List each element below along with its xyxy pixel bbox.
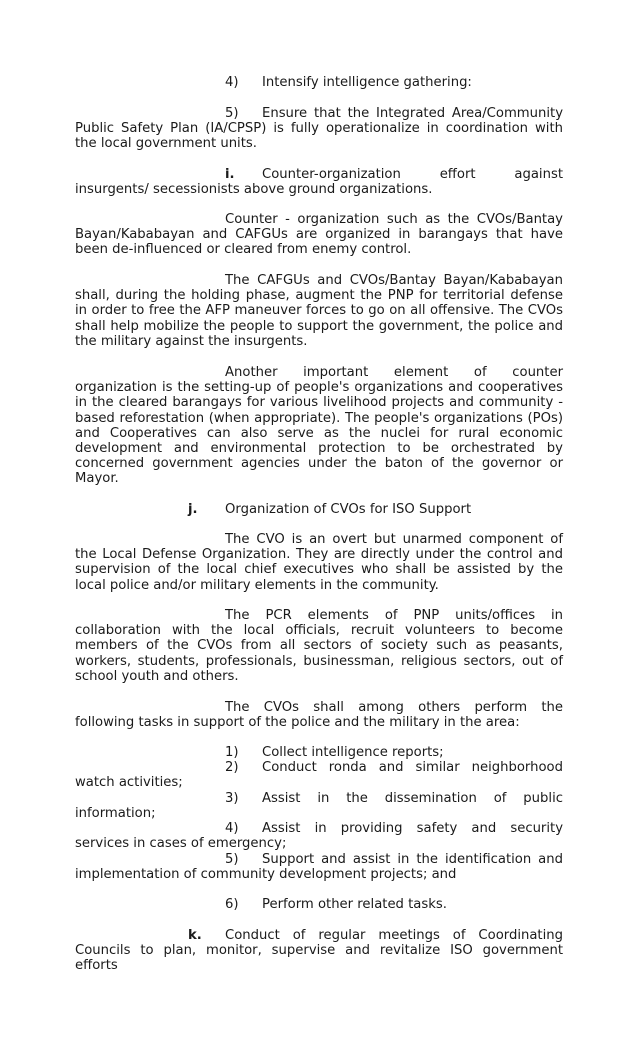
item-number: 5) (225, 106, 239, 121)
paragraph-text: The CAFGUs and CVOs/Bantay Bayan/Kababayan shall, during the holding phase, augment the PNP for territorial defense in order to free the AFP maneuver forces to go on all offensive. The CVOs shall help mobilize the people to support the government, the police and the military against the insurgents. (75, 273, 563, 349)
paragraph-text: The CVO is an overt but unarmed component of the Local Defense Organization. They are directly under the control and supervision of the local chief executives who shall be assisted by the local police and/or military elements in the community. (75, 532, 563, 593)
item-4-intensify (75, 75, 563, 90)
task-text: Assist in the dissemination of public information; (75, 791, 563, 822)
item-5-ensure (75, 106, 563, 152)
paragraph-text: Counter - organization such as the CVOs/Bantay Bayan/Kababayan and CAFGUs are organized in barangays that have been de-influenced or cleared from enemy control. (75, 212, 563, 258)
section-k-heading (75, 928, 563, 974)
section-heading: Counter-organization effort against insurgents/ secessionists above ground organizations. (75, 167, 563, 198)
section-heading: Conduct of regular meetings of Coordinating Councils to plan, monitor, supervise and revitalize ISO government efforts (75, 928, 563, 974)
task-number: 6) (225, 897, 239, 912)
section-i-paragraph-2 (75, 273, 563, 349)
section-i-paragraph-3 (75, 365, 563, 487)
task-2 (75, 760, 563, 790)
paragraph-text: The PCR elements of PNP units/offices in collaboration with the local officials, recruit volunteers to become members of the CVOs from all sectors of society such as peasants, workers, students, professionals, businessman, religious sectors, out of school youth and others. (75, 608, 563, 684)
task-text: Assist in providing safety and security services in cases of emergency; (75, 821, 563, 852)
section-letter-j: j. (188, 502, 198, 517)
paragraph-text: Another important element of counter organization is the setting-up of people's organizations and cooperatives in the cleared barangays for various livelihood projects and community - based reforestation (when appropriate). The people's organizations (POs) and Cooperatives can also serve as the nuclei for rural economic development and environmental protection to be orchestrated by concerned government agencies under the baton of the governor or Mayor. (75, 365, 563, 487)
task-1 (75, 745, 563, 760)
task-number: 3) (225, 791, 239, 806)
task-6 (75, 897, 563, 912)
task-number: 5) (225, 852, 239, 867)
task-4 (75, 821, 563, 851)
section-letter-i: i. (225, 167, 235, 182)
task-text: Perform other related tasks. (262, 897, 447, 912)
task-text: Collect intelligence reports; (262, 745, 444, 760)
section-letter-k: k. (188, 928, 202, 943)
section-j-paragraph-3 (75, 700, 563, 730)
task-text: Support and assist in the identification and implementation of community development projects; and (75, 852, 563, 883)
item-number: 4) (225, 75, 239, 90)
section-i-heading (75, 167, 563, 197)
task-number: 1) (225, 745, 239, 760)
section-i-paragraph-1 (75, 212, 563, 258)
section-j-paragraph-2 (75, 608, 563, 684)
section-heading: Organization of CVOs for ISO Support (225, 502, 472, 517)
section-j-heading (75, 502, 563, 517)
task-5 (75, 852, 563, 882)
task-3 (75, 791, 563, 821)
item-text: Ensure that the Integrated Area/Community Public Safety Plan (IA/CPSP) is fully operationalize in coordination with the local government units. (75, 106, 563, 152)
task-number: 4) (225, 821, 239, 836)
section-j-paragraph-1 (75, 532, 563, 593)
paragraph-text: The CVOs shall among others perform the following tasks in support of the police and the military in the area: (75, 700, 563, 731)
task-text: Conduct ronda and similar neighborhood watch activities; (75, 760, 563, 791)
item-text: Intensify intelligence gathering: (262, 75, 472, 90)
task-number: 2) (225, 760, 239, 775)
